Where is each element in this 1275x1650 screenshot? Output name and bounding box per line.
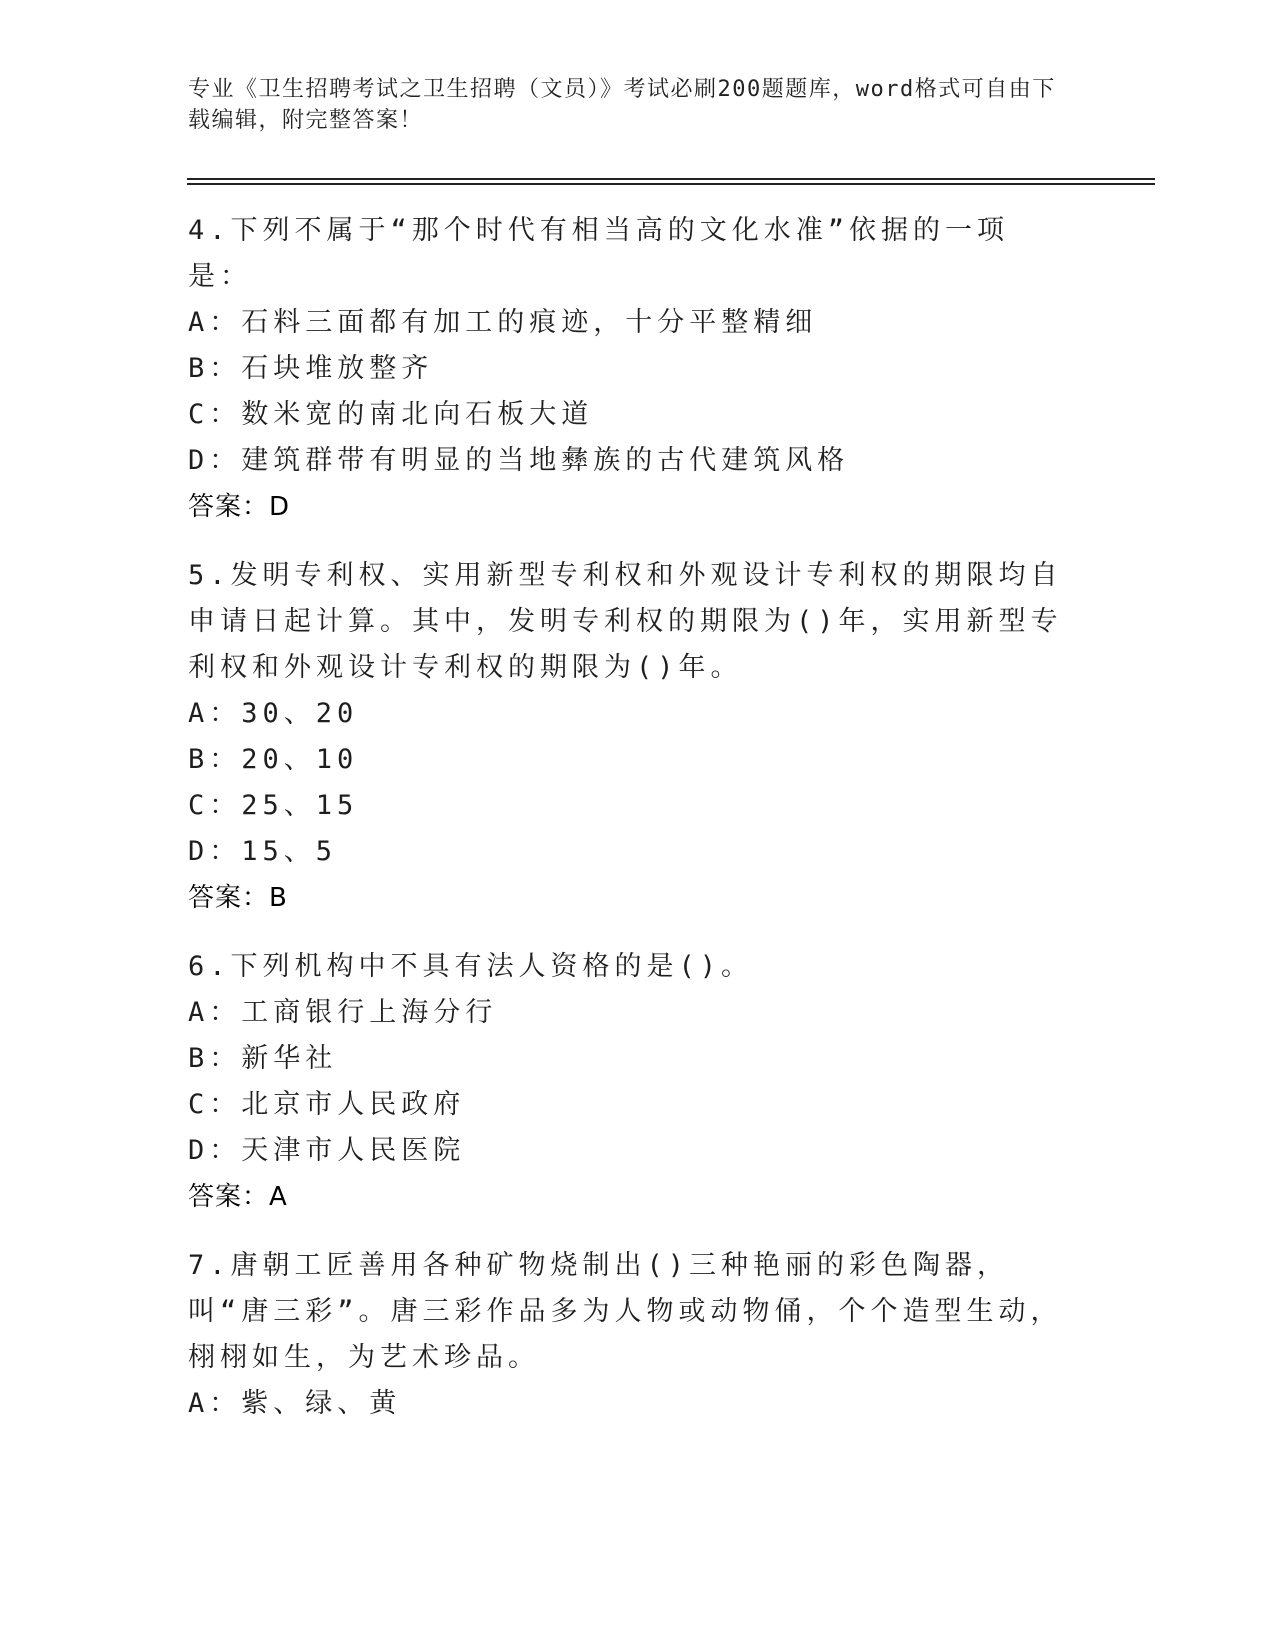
question-4 <box>188 208 1068 530</box>
question-7 <box>188 1243 1068 1427</box>
question-stem: 5.发明专利权、实用新型专利权和外观设计专利权的期限均自申请日起计算。其中，发明专利权的期限为()年，实用新型专利权和外观设计专利权的期限为()年。 <box>188 560 1063 683</box>
question-stem: 4.下列不属于“那个时代有相当高的文化水准”依据的一项是： <box>188 215 1010 292</box>
option-d: D：建筑群带有明显的当地彝族的古代建筑风格 <box>188 445 850 476</box>
header-rule-bottom <box>187 183 1155 185</box>
question-list <box>188 208 1068 1450</box>
option-b: B：20、10 <box>188 744 359 775</box>
document-header: 专业《卫生招聘考试之卫生招聘（文员）》考试必刷200题题库，word格式可自由下载编辑，附完整答案！ <box>188 77 1056 133</box>
answer-line: 答案：D <box>188 492 291 522</box>
question-stem: 7.唐朝工匠善用各种矿物烧制出()三种艳丽的彩色陶器，叫“唐三彩”。唐三彩作品多为人物或动物俑，个个造型生动，栩栩如生，为艺术珍品。 <box>188 1250 1063 1373</box>
question-6 <box>188 944 1068 1220</box>
answer-line: 答案：A <box>188 1182 288 1212</box>
question-5 <box>188 553 1068 921</box>
header-rule-top <box>187 178 1155 180</box>
option-c: C：北京市人民政府 <box>188 1089 466 1120</box>
option-a: A：紫、绿、黄 <box>188 1388 402 1419</box>
option-d: D：15、5 <box>188 836 338 867</box>
option-a: A：30、20 <box>188 698 359 729</box>
answer-line: 答案：B <box>188 883 288 913</box>
option-a: A：工商银行上海分行 <box>188 997 498 1028</box>
option-c: C：25、15 <box>188 790 359 821</box>
option-a: A：石料三面都有加工的痕迹，十分平整精细 <box>188 307 818 338</box>
option-b: B：新华社 <box>188 1043 338 1074</box>
option-c: C：数米宽的南北向石板大道 <box>188 399 594 430</box>
option-b: B：石块堆放整齐 <box>188 353 434 384</box>
option-d: D：天津市人民医院 <box>188 1135 466 1166</box>
question-stem: 6.下列机构中不具有法人资格的是()。 <box>188 951 754 982</box>
